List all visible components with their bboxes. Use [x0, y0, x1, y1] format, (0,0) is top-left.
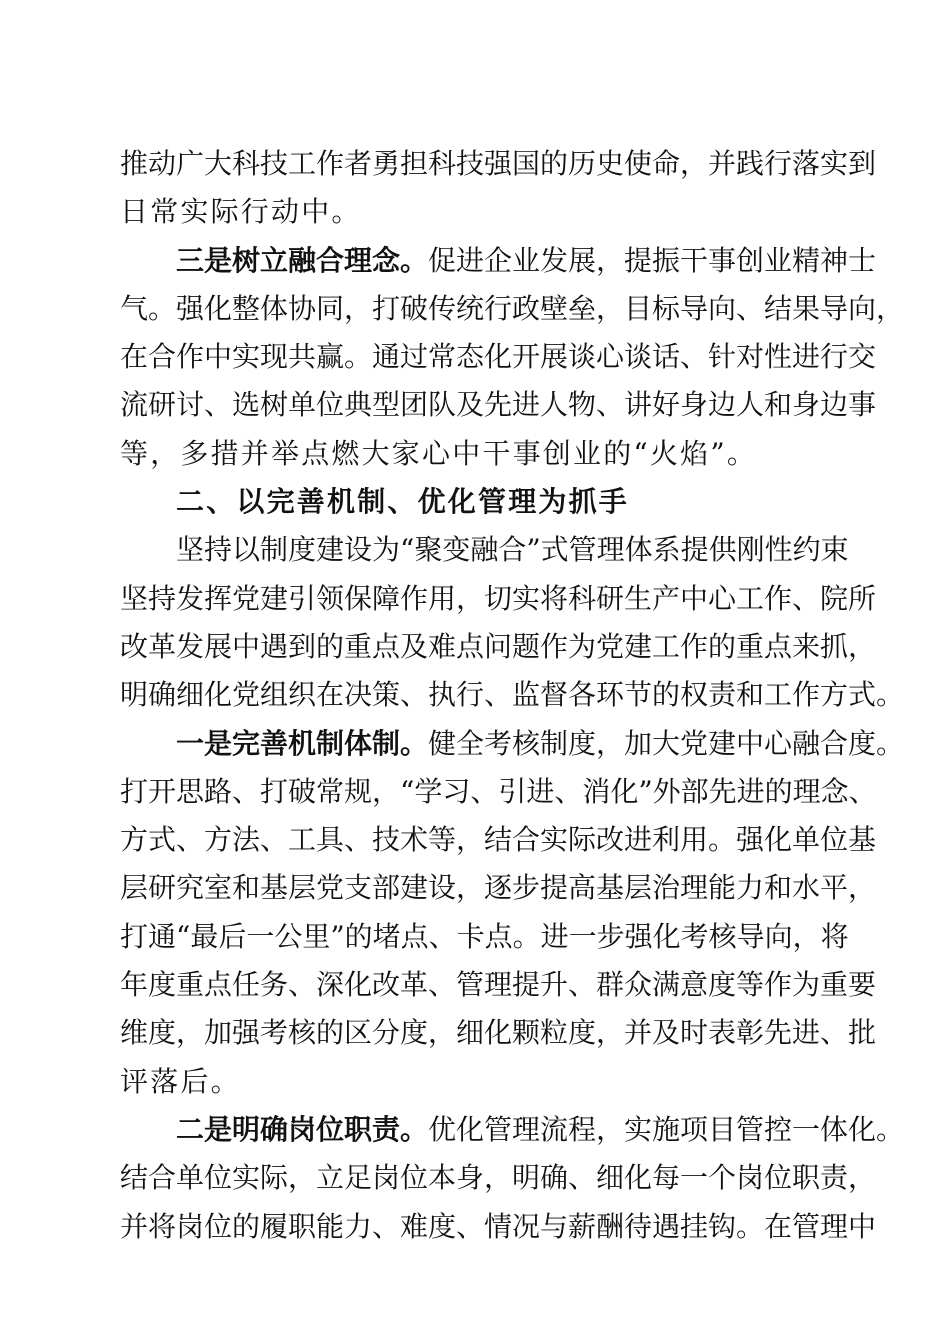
- paragraph-text: 健全考核制度，加大党建中心融合度。: [428, 726, 905, 760]
- paragraph-line: 流研讨、选树单位典型团队及先进人物、讲好身边人和身边事: [120, 388, 877, 422]
- paragraph-line: 等，多措并举点燃大家心中干事创业的“火焰”。: [120, 436, 758, 470]
- paragraph-line: 维度，加强考核的区分度，细化颗粒度，并及时表彰先进、批: [120, 1016, 877, 1050]
- paragraph-lead-phrase: 一是完善机制体制。: [176, 726, 429, 760]
- paragraph-first-line: [120, 1106, 905, 1154]
- paragraph-first-line: [120, 237, 877, 285]
- paragraph-line: 日常实际行动中。: [120, 195, 362, 229]
- paragraph-line: 评落后。: [120, 1064, 241, 1098]
- paragraph-lead-phrase: 二是明确岗位职责。: [176, 1112, 429, 1146]
- paragraph-line: 坚持发挥党建引领保障作用，切实将科研生产中心工作、院所: [120, 581, 877, 615]
- paragraph-line: 气。强化整体协同，打破传统行政壁垒，目标导向、结果导向，: [120, 291, 905, 325]
- section-heading: 二、以完善机制、优化管理为抓手: [176, 485, 630, 519]
- document-page: [120, 140, 905, 1251]
- paragraph-text: 促进企业发展，提振干事创业精神士: [428, 243, 877, 277]
- paragraph-first-line: 坚持以制度建设为“聚变融合”式管理体系提供刚性约束: [176, 533, 849, 567]
- paragraph-text: 优化管理流程，实施项目管控一体化。: [428, 1112, 905, 1146]
- paragraph-line: 并将岗位的履职能力、难度、情况与薪酬待遇挂钩。在管理中: [120, 1209, 877, 1243]
- paragraph-line: 在合作中实现共赢。通过常态化开展谈心谈话、针对性进行交: [120, 340, 877, 374]
- paragraph-line: 结合单位实际，立足岗位本身，明确、细化每一个岗位职责，: [120, 1161, 877, 1195]
- paragraph-line: 打开思路、打破常规，“学习、引进、消化”外部先进的理念、: [120, 774, 877, 808]
- paragraph-line: 层研究室和基层党支部建设，逐步提高基层治理能力和水平，: [120, 871, 877, 905]
- paragraph-first-line: [120, 720, 905, 768]
- paragraph-line: 打通“最后一公里”的堵点、卡点。进一步强化考核导向，将: [120, 919, 849, 953]
- paragraph-line: 改革发展中遇到的重点及难点问题作为党建工作的重点来抓，: [120, 629, 877, 663]
- paragraph-line: 方式、方法、工具、技术等，结合实际改进利用。强化单位基: [120, 823, 877, 857]
- paragraph-line: 明确细化党组织在决策、执行、监督各环节的权责和工作方式。: [120, 678, 905, 712]
- paragraph-line: 年度重点任务、深化改革、管理提升、群众满意度等作为重要: [120, 968, 877, 1002]
- paragraph-lead-phrase: 三是树立融合理念。: [176, 243, 429, 277]
- paragraph-line: 推动广大科技工作者勇担科技强国的历史使命，并践行落实到: [120, 147, 877, 180]
